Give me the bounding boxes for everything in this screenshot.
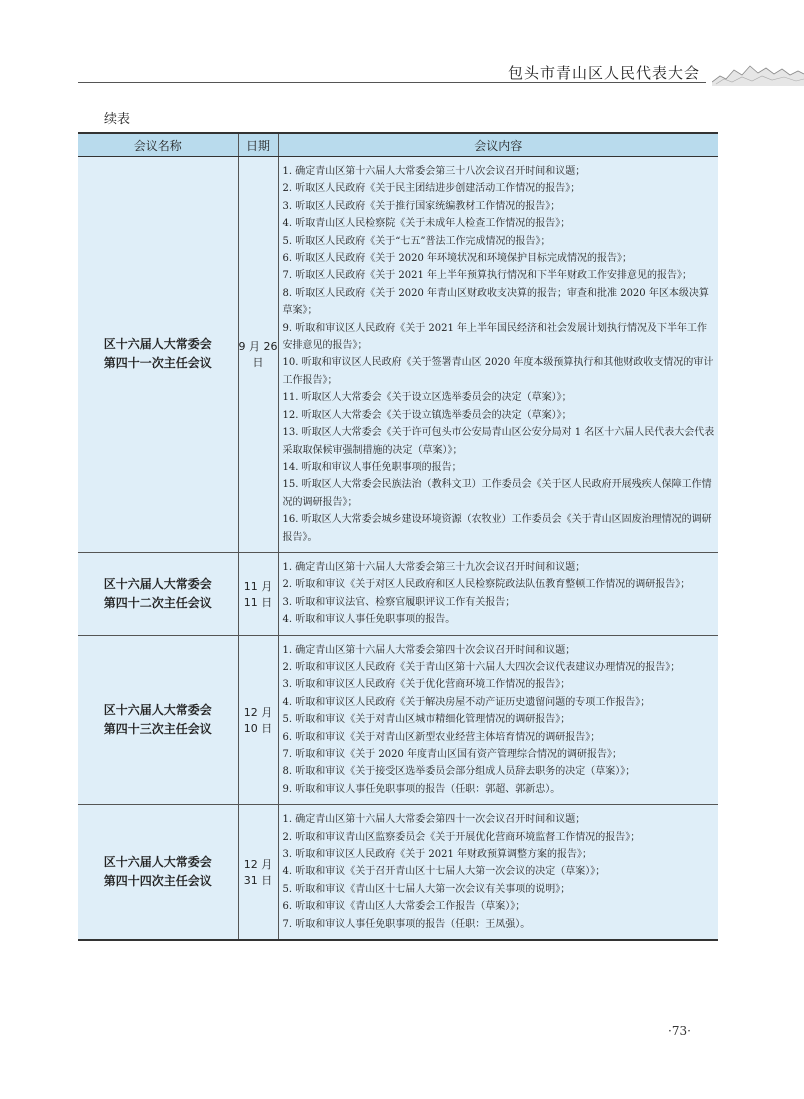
header-title: 包头市青山区人民代表大会 <box>507 64 700 82</box>
mountain-decoration-icon <box>712 60 804 86</box>
meeting-content-cell <box>278 635 718 805</box>
meeting-content-cell <box>278 157 718 553</box>
agenda-item: 4. 听取和审议区人民政府《关于解决房屋不动产证历史遗留问题的专项工作报告》； <box>282 696 651 708</box>
agenda-item: 16. 听取区人大常委会城乡建设环境资源（农牧业）工作委员会《关于青山区固废治理情况的调研报告》。 <box>282 514 712 543</box>
agenda-item: 14. 听取和审议人事任免职事项的报告； <box>282 461 462 473</box>
meeting-name-line1: 区十六届人大常委会 <box>103 337 212 352</box>
meeting-name-line1: 区十六届人大常委会 <box>103 702 212 717</box>
agenda-item: 2. 听取和审议《关于对区人民政府和区人民检察院政法队伍教育整顿工作情况的调研报告》； <box>282 579 691 591</box>
table-row <box>78 552 718 635</box>
agenda-item: 2. 听取和审议区人民政府《关于青山区第十六届人大四次会议代表建议办理情况的报告》； <box>282 661 681 673</box>
meeting-date-cell: 12 月 31 日 <box>238 805 278 940</box>
agenda-item: 2. 听取和审议青山区监察委员会《关于开展优化营商环境监督工作情况的报告》； <box>282 831 641 843</box>
agenda-item: 6. 听取区人民政府《关于 2020 年环境状况和环境保护目标完成情况的报告》； <box>282 253 633 265</box>
agenda-item: 3. 听取和审议区人民政府《关于 2021 年财政预算调整方案的报告》； <box>282 849 593 861</box>
agenda-item: 3. 听取和审议区人民政府《关于优化营商环境工作情况的报告》； <box>282 679 571 691</box>
agenda-item: 3. 听取和审议法官、检察官履职评议工作有关报告； <box>282 596 516 608</box>
column-header-name: 会议名称 <box>78 133 238 157</box>
meeting-name-cell <box>78 805 238 940</box>
agenda-item: 3. 听取区人民政府《关于推行国家统编教材工作情况的报告》； <box>282 200 561 212</box>
agenda-item: 5. 听取和审议《青山区十七届人大第一次会议有关事项的说明》； <box>282 883 571 895</box>
meeting-name-line2: 第四十一次主任会议 <box>103 356 212 371</box>
meeting-date-cell: 11 月 11 日 <box>238 552 278 635</box>
meeting-name-line1: 区十六届人大常委会 <box>103 576 212 591</box>
agenda-item: 7. 听取和审议人事任免职事项的报告（任职：王凤强）。 <box>282 918 531 930</box>
agenda-item: 4. 听取和审议《关于召开青山区十七届人大第一次会议的决定（草案）》； <box>282 866 606 878</box>
page-number: ·73· <box>668 1024 691 1038</box>
meeting-name-cell <box>78 552 238 635</box>
column-header-date: 日期 <box>238 133 278 157</box>
meeting-name-line2: 第四十二次主任会议 <box>103 595 212 610</box>
agenda-list <box>283 559 717 629</box>
agenda-list <box>283 642 717 799</box>
agenda-item: 1. 确定青山区第十六届人大常委会第四十次会议召开时间和议题； <box>282 644 576 656</box>
agenda-list <box>283 163 717 546</box>
agenda-item: 6. 听取和审议《青山区人大常委会工作报告（草案）》； <box>282 901 526 913</box>
agenda-item: 15. 听取区人大常委会民族法治（教科文卫）工作委员会《关于区人民政府开展残疾人保障工作情况的调研报告》； <box>282 479 712 508</box>
meeting-content-cell <box>278 805 718 940</box>
header-rule <box>78 82 706 83</box>
agenda-item: 11. 听取区人大常委会《关于设立区选举委员会的决定（草案）》； <box>282 392 572 404</box>
agenda-item: 1. 确定青山区第十六届人大常委会第三十九次会议召开时间和议题； <box>282 561 586 573</box>
agenda-item: 7. 听取区人民政府《关于 2021 年上半年预算执行情况和下半年财政工作安排意见的报告》； <box>282 270 693 282</box>
meetings-table <box>78 132 718 941</box>
meeting-date-cell: 12 月 10 日 <box>238 635 278 805</box>
meeting-name-cell <box>78 157 238 553</box>
agenda-item: 6. 听取和审议《关于对青山区新型农业经营主体培育情况的调研报告》； <box>282 731 601 743</box>
agenda-item: 5. 听取和审议《关于对青山区城市精细化管理情况的调研报告》； <box>282 714 571 726</box>
agenda-item: 1. 确定青山区第十六届人大常委会第三十八次会议召开时间和议题； <box>282 166 586 177</box>
agenda-list <box>283 811 717 933</box>
column-header-content: 会议内容 <box>278 133 718 157</box>
agenda-item: 9. 听取和审议人事任免职事项的报告（任职：郭超、郭新忠）。 <box>282 783 561 795</box>
meeting-date-cell: 9 月 26 日 <box>238 157 278 553</box>
agenda-item: 4. 听取青山区人民检察院《关于未成年人检查工作情况的报告》； <box>282 218 571 230</box>
page-header <box>0 56 804 88</box>
agenda-item: 9. 听取和审议区人民政府《关于 2021 年上半年国民经济和社会发展计划执行情况及下半年工作安排意见的报告》； <box>282 322 708 352</box>
table-row <box>78 805 718 940</box>
meeting-name-line2: 第四十四次主任会议 <box>103 874 212 889</box>
table-caption: 续表 <box>104 112 131 127</box>
agenda-item: 4. 听取和审议人事任免职事项的报告。 <box>282 614 456 626</box>
meeting-name-cell <box>78 635 238 805</box>
table-row <box>78 635 718 805</box>
table-header-row <box>78 133 718 157</box>
agenda-item: 5. 听取区人民政府《关于“七五”普法工作完成情况的报告》； <box>282 235 551 247</box>
table-row <box>78 157 718 553</box>
agenda-item: 8. 听取和审议《关于接受区选举委员会部分组成人员辞去职务的决定（草案）》； <box>282 766 636 778</box>
agenda-item: 1. 确定青山区第十六届人大常委会第四十一次会议召开时间和议题； <box>282 814 586 826</box>
meeting-name-line1: 区十六届人大常委会 <box>103 855 212 870</box>
agenda-item: 7. 听取和审议《关于 2020 年度青山区国有资产管理综合情况的调研报告》； <box>282 749 623 760</box>
agenda-item: 10. 听取和审议区人民政府《关于签署青山区 2020 年度本级预算执行和其他财政收支情况的审计工作报告》； <box>282 357 714 386</box>
agenda-item: 8. 听取区人民政府《关于 2020 年青山区财政收支决算的报告；审查和批准 2020 年区本级决算草案》； <box>282 287 709 317</box>
agenda-item: 12. 听取区人大常委会《关于设立镇选举委员会的决定（草案）》； <box>282 409 572 421</box>
agenda-item: 2. 听取区人民政府《关于民主团结进步创建活动工作情况的报告》； <box>282 183 581 195</box>
agenda-item: 13. 听取区人大常委会《关于许可包头市公安局青山区公安分局对 1 名区十六届人民代表大会代表采取取保候审强制措施的决定（草案）》； <box>282 427 715 456</box>
meeting-name-line2: 第四十三次主任会议 <box>103 721 212 736</box>
meeting-content-cell <box>278 552 718 635</box>
